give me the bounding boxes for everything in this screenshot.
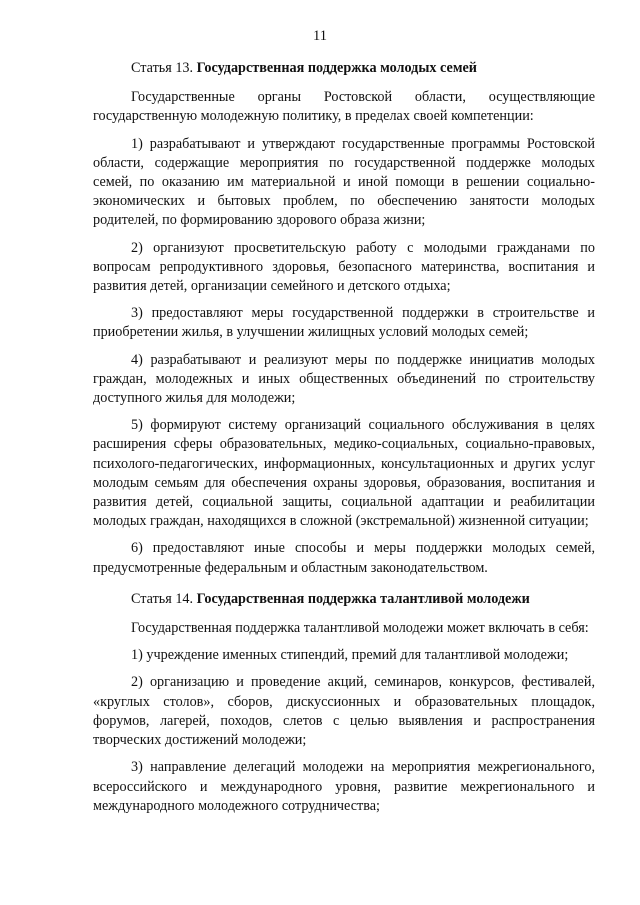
article-13-item-4: 4) разрабатывают и реализуют меры по поддержке инициатив молодых граждан, молодежных и иных общественных объединений по строительству доступного жилья для молодежи;: [93, 351, 595, 407]
article-14-item-2: 2) организацию и проведение акций, семинаров, конкурсов, фестивалей, «круглых столов», сборов, дискуссионных и образовательных площадок, форумов, лагерей, походов, слетов с целью выявления и распространения творческих достижений молодежи;: [93, 674, 595, 749]
article-14-heading: [93, 590, 595, 609]
article-13-intro: Государственные органы Ростовской области, осуществляющие государственную молодежную политику, в пределах своей компетенции:: [93, 89, 595, 125]
document-body: [93, 59, 595, 824]
article-14-title: Государственная поддержка талантливой молодежи: [196, 590, 530, 607]
article-13-label: Статья 13.: [131, 60, 194, 76]
article-14-intro: Государственная поддержка талантливой молодежи может включать в себя:: [131, 620, 589, 637]
article-13-title: Государственная поддержка молодых семей: [196, 60, 477, 76]
page-number: 11: [313, 28, 327, 44]
article-14-item-3: 3) направление делегаций молодежи на мероприятия межрегионального, всероссийского и международного уровня, развитие межрегионального и международного молодежного сотрудничества;: [93, 759, 595, 814]
article-13-item-5: 5) формируют систему организаций социального обслуживания в целях расширения сферы образовательных, медико-социальных, социально-правовых, психолого-педагогических, информационных, консультационных и других услуг молодым семьям для обеспечения охраны здоровья, образования, воспитания и развития детей, социальной защиты, социальной адаптации и реабилитации молодых граждан, находящихся в сложной (экстремальной) жизненной ситуации;: [93, 417, 595, 530]
article-13-item-2: 2) организуют просветительскую работу с молодыми гражданами по вопросам репродуктивного здоровья, безопасного материнства, воспитания и развития детей, организации семейного и детского отдыха;: [93, 239, 595, 295]
article-13-item-6: 6) предоставляют иные способы и меры поддержки молодых семей, предусмотренные федеральным и областным законодательством.: [93, 540, 595, 576]
article-13-heading: [93, 59, 595, 78]
article-14-item-1: 1) учреждение именных стипендий, премий для талантливой молодежи;: [131, 647, 569, 664]
article-13-item-3: 3) предоставляют меры государственной поддержки в строительстве и приобретении жилья, в улучшении жилищных условий молодых семей;: [93, 305, 595, 341]
article-14-label: Статья 14.: [131, 590, 194, 607]
article-13-item-1: 1) разрабатывают и утверждают государственные программы Ростовской области, содержащие мероприятия по государственной поддержке молодых семей, по оказанию им материальной и иной помощи в решении социально-экономических и бытовых проблем, по обеспечению занятости молодых родителей, по формированию здорового образа жизни;: [93, 135, 595, 229]
